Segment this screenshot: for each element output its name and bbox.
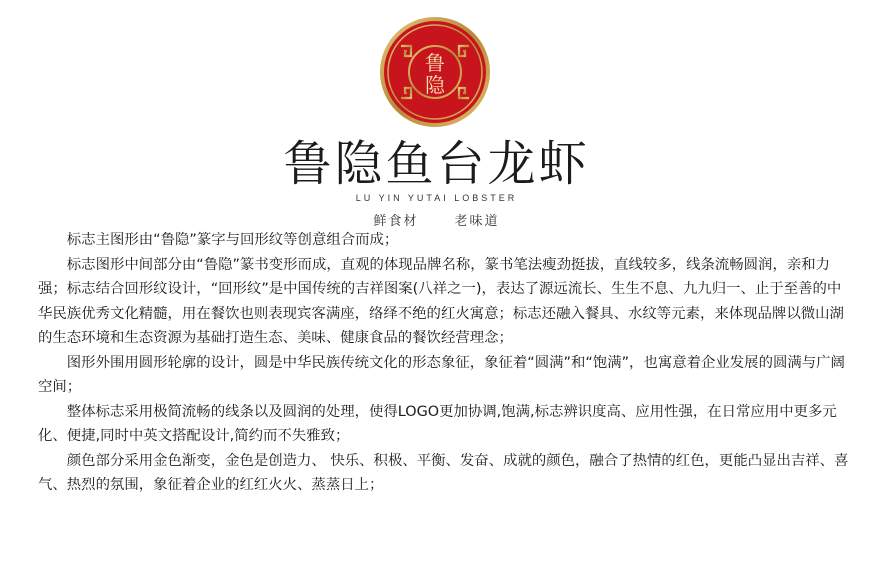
brand-name-chinese: 鲁隐鱼台龙虾 — [283, 136, 590, 192]
seal-emblem-icon — [379, 16, 491, 128]
paragraph-5: 颜色部分采用金色渐变，金色是创造力、 快乐、积极、平衡、发奋、成就的颜色，融合了热情的红色，更能凸显出吉祥、喜气、热烈的氛围，象征着企业的红红火火、蒸蒸日上； — [38, 452, 849, 493]
seal-char-top: 鲁 — [425, 51, 445, 75]
logo-block — [0, 0, 873, 250]
paragraph-4: 整体标志采用极简流畅的线条以及圆润的处理，使得LOGO更加协调,饱满,标志辨识度高、应用性强，在日常应用中更多元化、便捷,同时中英文搭配设计,简约而不失雅致； — [38, 403, 837, 444]
tagline-left: 鲜食材 — [373, 214, 419, 229]
paragraph-2: 标志图形中间部分由“鲁隐”篆书变形而成，直观的体现品牌名称，篆书笔法瘦劲挺拔，直线较多，线条流畅圆润，亲和力强；标志结合回形纹设计，“回形纹”是中国传统的吉祥图案(八祥之一)，表达了源远流长、生生不息、九九归一、止于至善的中华民族优秀文化精髓，用在餐饮也则表现宾客满座，络绎不绝的红火寓意；标志还融入餐具、水纹等元素，来体现品牌以微山湖的生态环境和生态资源为基础打造生态、美味、健康食品的餐饮经营理念； — [38, 256, 844, 346]
tagline — [0, 210, 873, 229]
description-text — [38, 228, 850, 498]
paragraph-3: 图形外围用圆形轮廓的设计，圆是中华民族传统文化的形态象征，象征着“圆满”和“饱满”，也寓意着企业发展的圆满与广阔空间； — [38, 354, 845, 395]
paragraph-1: 标志主图形由“鲁隐”篆字与回形纹等创意组合而成； — [38, 232, 399, 248]
tagline-right: 老味道 — [454, 214, 500, 229]
seal-char-bottom: 隐 — [425, 73, 445, 97]
brand-name-english: LU YIN YUTAI LOBSTER — [355, 193, 518, 203]
